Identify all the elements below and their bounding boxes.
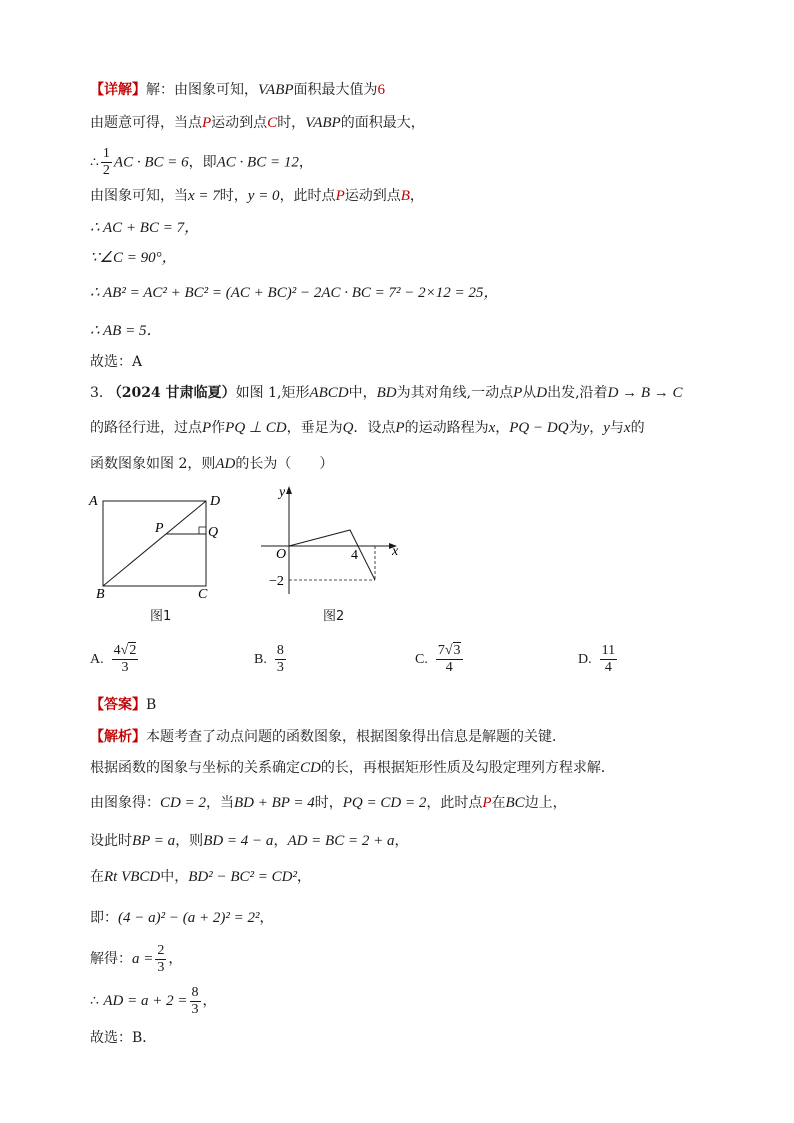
question-line-1 (90, 383, 683, 403)
figure-2-caption: 图2 (323, 609, 345, 624)
analysis-line-7 (90, 942, 182, 976)
math: P (395, 420, 405, 436)
math: D → B → C (607, 385, 683, 401)
text: ．设点 (353, 420, 396, 436)
math: y (603, 420, 610, 436)
text: 从 (522, 385, 537, 401)
answer-value: B (146, 697, 157, 713)
math: C (267, 115, 278, 131)
text: ，此时点 (426, 795, 483, 811)
question-number: 3. (90, 385, 104, 401)
math: BD² − BC² = CD² (188, 869, 297, 885)
math: PQ − DQ (509, 420, 569, 436)
detail-tag: 【详解】 (90, 82, 146, 98)
math: D (536, 385, 548, 401)
text: 作 (211, 420, 226, 436)
option-d-fraction (600, 643, 617, 676)
denominator: 3 (157, 959, 165, 975)
math: P (202, 115, 212, 131)
analysis-line-3 (90, 793, 567, 813)
coefficient: 4 (113, 643, 121, 658)
analysis-line-1 (90, 727, 566, 747)
analysis-line-5 (90, 867, 311, 887)
text: ， (297, 869, 311, 885)
numerator: 1 (102, 146, 110, 161)
text: 由图象得： (90, 795, 160, 811)
fraction (190, 985, 201, 1018)
text: 时， (219, 188, 248, 204)
math: y (582, 420, 590, 436)
analysis-line-8 (90, 984, 217, 1018)
math: AD = BC = 2 + a (287, 833, 395, 849)
detail-line-8: ∴ AB = 5． (90, 323, 162, 339)
text: ，垂足为 (286, 420, 343, 436)
option-d-label: D. (578, 651, 592, 667)
answer-tag: 【答案】 (90, 697, 146, 713)
math: BP = a (132, 833, 176, 849)
radicand: 2 (129, 643, 137, 658)
text: 的长为（ ） (235, 456, 334, 472)
text: ， (394, 833, 409, 849)
detail-line-6: ∵∠C = 90°， (90, 250, 177, 266)
text: 如图 1,矩形 (235, 385, 310, 401)
text: 根据函数的图象与坐标的关系确定 (90, 760, 300, 776)
math: BD = 4 − a (203, 833, 274, 849)
diagonal-bd (103, 501, 206, 586)
option-d[interactable] (578, 643, 619, 676)
math: AC · BC = 6 (113, 154, 189, 171)
math: Rt VBCD (104, 869, 161, 885)
numerator: 4√2 (113, 643, 137, 658)
question-source: （2024 甘肃临夏） (107, 385, 236, 401)
math: VABP (305, 115, 341, 131)
text: 的面积最大， (340, 115, 425, 131)
right-angle-mark (199, 527, 206, 534)
text: 本题考查了动点问题的函数图象，根据图象得出信息是解题的关键． (146, 729, 566, 745)
detail-line-4 (90, 186, 424, 206)
math: y = 0 (247, 188, 280, 204)
text: 解得： (90, 951, 132, 967)
math: ABCD (309, 385, 349, 401)
math: a = (132, 951, 154, 967)
text: 由图象可知，当 (90, 188, 188, 204)
label-origin: O (276, 547, 287, 562)
text: 边上， (524, 795, 567, 811)
text: ， (409, 188, 424, 204)
text: 的长，再根据矩形性质及勾股定理列方程求解． (320, 760, 615, 776)
detail-line-1 (90, 80, 385, 100)
math: AC · BC = 12 (216, 154, 299, 171)
detail-choice: 故选：A (90, 354, 143, 370)
text: ， (168, 951, 183, 967)
fraction (101, 146, 112, 179)
math: Q (342, 420, 354, 436)
label-x: x (392, 544, 399, 559)
question-line-2 (90, 418, 645, 438)
text: 出发,沿着 (547, 385, 608, 401)
text: 为其对角线,一动点 (396, 385, 514, 401)
text: 的路径行进，过点 (90, 420, 202, 436)
option-a-fraction (112, 643, 139, 676)
text: 的运动路程为 (404, 420, 489, 436)
text: 函数图象如图 2，则 (90, 456, 216, 472)
math: P (482, 795, 492, 811)
label-q: Q (208, 525, 219, 540)
label-p: P (155, 521, 164, 536)
figure-2-graph (255, 484, 405, 602)
numerator: 2 (157, 942, 165, 958)
function-graph (289, 530, 375, 580)
option-a-label: A. (90, 651, 104, 667)
text: ，当 (205, 795, 234, 811)
y-axis-arrow (286, 486, 292, 494)
label-a: A (89, 494, 98, 509)
option-c-label: C. (415, 651, 428, 667)
denominator: 4 (604, 660, 612, 675)
question-line-3 (90, 454, 333, 474)
text: ∴ (90, 993, 99, 1009)
math: AD (215, 456, 236, 472)
figure-1-rectangle (86, 486, 236, 606)
text: 在 (90, 869, 104, 885)
math: 6 (377, 82, 386, 98)
text: 的 (630, 420, 645, 436)
text: ， (298, 154, 313, 171)
denominator: 4 (445, 660, 453, 675)
numerator: 11 (601, 643, 616, 658)
option-a[interactable] (90, 643, 140, 676)
label-four: 4 (351, 548, 358, 563)
text: ∴ (90, 154, 99, 171)
numerator: 8 (276, 643, 284, 658)
text: 中， (160, 869, 189, 885)
text: 运动到点 (211, 115, 268, 131)
math: PQ ⊥ CD (225, 420, 287, 436)
detail-line-3 (90, 146, 313, 179)
math: BD (376, 385, 397, 401)
figure-1-caption: 图1 (150, 609, 172, 624)
option-b-fraction (275, 643, 286, 676)
math: x (623, 420, 631, 436)
text: ， (589, 420, 604, 436)
text: 由题意可得，当点 (90, 115, 202, 131)
text: ， (273, 833, 288, 849)
analysis-line-6 (90, 908, 273, 928)
math: P (202, 420, 212, 436)
math: (4 − a)² − (a + 2)² = 2² (118, 910, 260, 926)
math: CD = 2 (160, 795, 206, 811)
text: 与 (609, 420, 624, 436)
denominator: 2 (102, 163, 110, 178)
math: BC (505, 795, 525, 811)
text: ， (202, 993, 217, 1009)
text: 时， (314, 795, 343, 811)
math: PQ = CD = 2 (342, 795, 427, 811)
math: BD + BP = 4 (233, 795, 315, 811)
label-y: y (279, 485, 286, 500)
text: 面积最大值为 (293, 82, 378, 98)
math: x = 7 (188, 188, 220, 204)
math: B (400, 188, 410, 204)
option-c[interactable] (415, 643, 465, 676)
denominator: 3 (191, 1001, 199, 1017)
answer-line (90, 695, 156, 715)
label-d: D (210, 494, 221, 509)
text: ， (259, 910, 274, 926)
text: 设此时 (90, 833, 132, 849)
text: 即： (90, 910, 118, 926)
fraction (155, 943, 166, 976)
text: ，即 (188, 154, 217, 171)
detail-line-2 (90, 113, 425, 133)
option-c-fraction (436, 643, 463, 676)
denominator: 3 (276, 660, 284, 675)
option-b[interactable] (254, 643, 288, 676)
text: ，此时点 (279, 188, 336, 204)
coefficient: 7 (437, 643, 445, 658)
numerator: 8 (191, 984, 199, 1000)
math: P (513, 385, 523, 401)
analysis-tag: 【解析】 (90, 729, 146, 745)
math: P (335, 188, 345, 204)
math: AD = a + 2 = (103, 993, 188, 1009)
detail-line-5: ∴ AC + BC = 7， (90, 220, 200, 236)
math: CD (300, 760, 321, 776)
radicand: 3 (453, 643, 461, 658)
text: 在 (491, 795, 506, 811)
option-b-label: B. (254, 651, 267, 667)
label-c: C (198, 587, 208, 602)
analysis-line-2 (90, 758, 615, 778)
text: 运动到点 (344, 188, 401, 204)
text: 时， (277, 115, 306, 131)
label-b: B (96, 587, 105, 602)
denominator: 3 (121, 660, 129, 675)
text: ， (495, 420, 510, 436)
text: 解：由图象可知， (146, 82, 258, 98)
label-neg2: −2 (269, 574, 284, 589)
detail-line-7: ∴ AB² = AC² + BC² = (AC + BC)² − 2AC · BC = 7² − 2×12 = 25， (90, 285, 499, 301)
analysis-choice: 故选：B． (90, 1030, 157, 1046)
text: 中， (348, 385, 377, 401)
math: VABP (258, 82, 294, 98)
math: x (488, 420, 496, 436)
analysis-line-4 (90, 831, 408, 851)
numerator: 7√3 (437, 643, 461, 658)
text: ，则 (175, 833, 204, 849)
text: 为 (568, 420, 583, 436)
